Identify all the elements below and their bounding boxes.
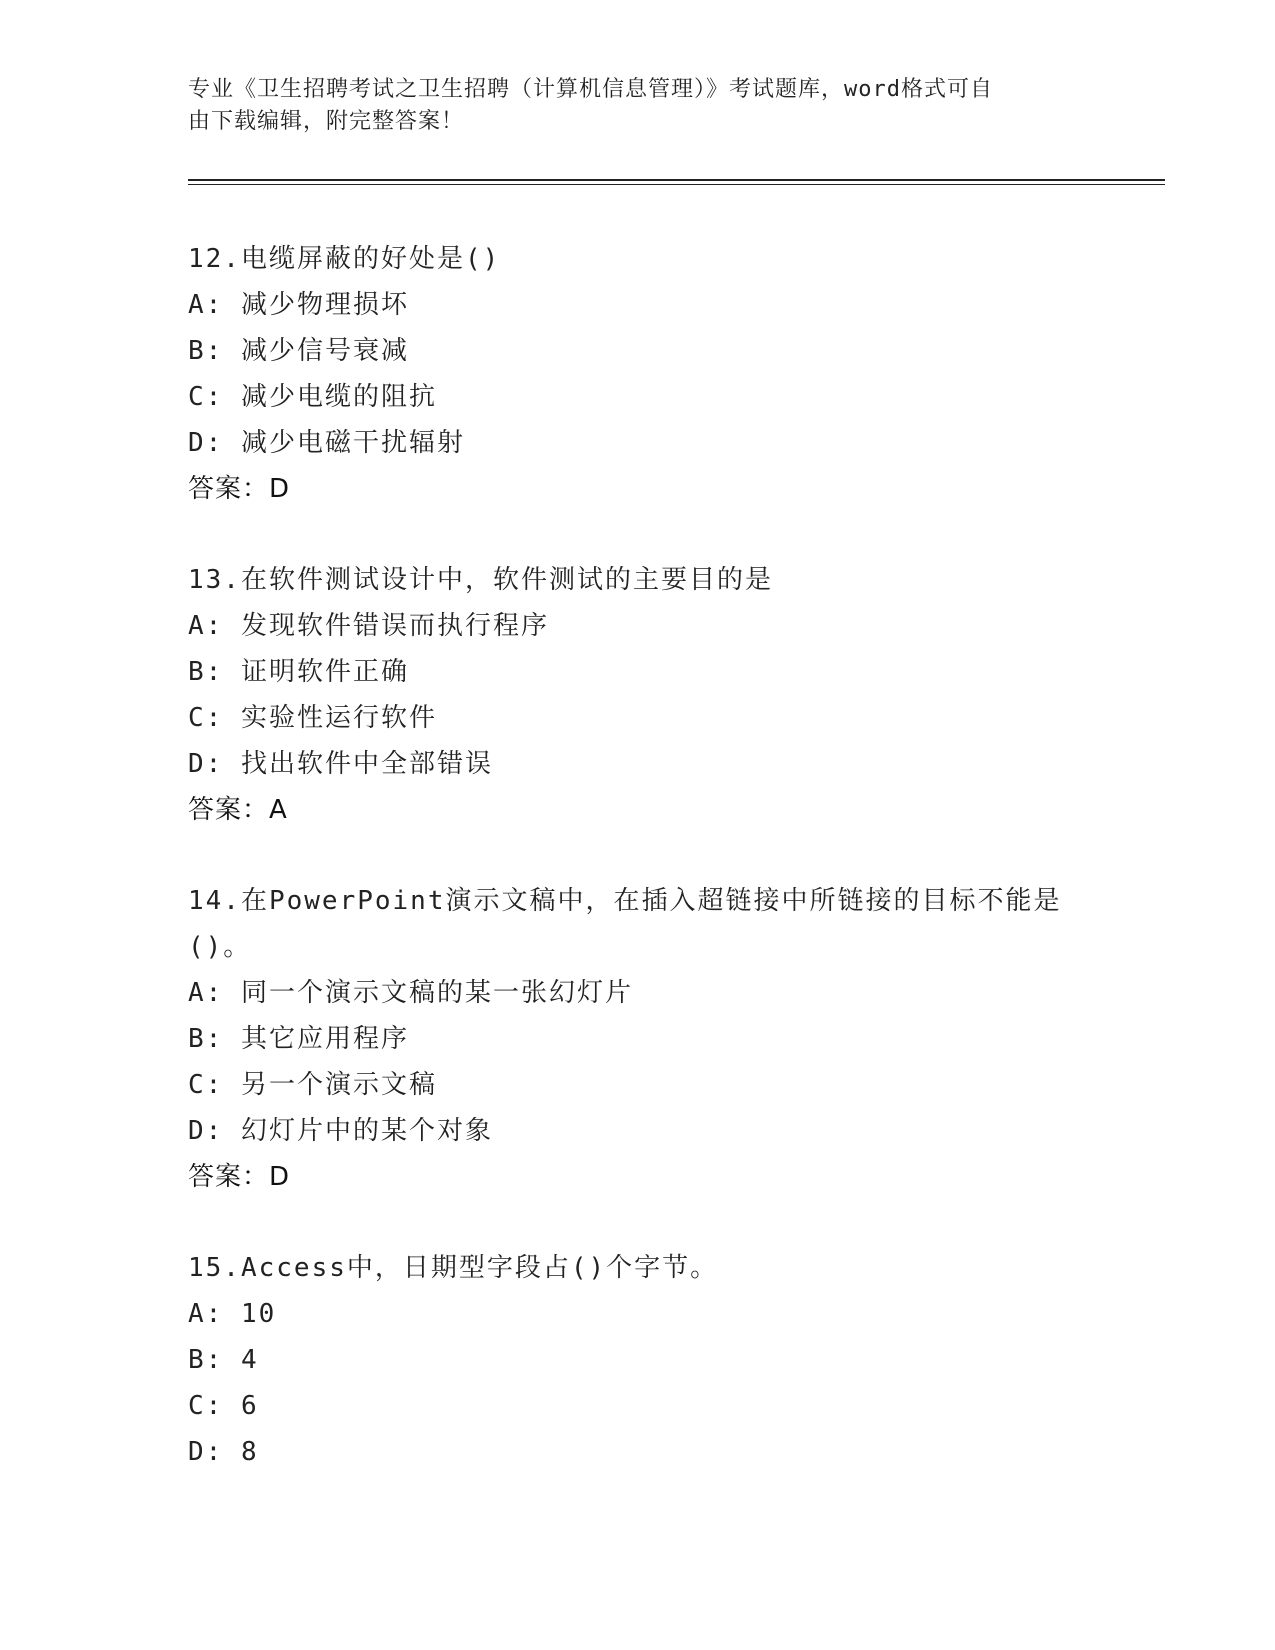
question-12 <box>188 236 1088 512</box>
question-13 <box>188 557 1088 833</box>
option-d: D: 8 <box>188 1437 259 1467</box>
option-a: A: 减少物理损坏 <box>188 290 409 320</box>
answer-line: 答案：A <box>188 795 288 825</box>
answer-line: 答案：D <box>188 1162 291 1192</box>
question-stem-continued: ()。 <box>188 932 252 962</box>
option-b: B: 4 <box>188 1345 259 1375</box>
question-stem: 15.Access中，日期型字段占()个字节。 <box>188 1253 719 1283</box>
option-c: C: 实验性运行软件 <box>188 703 437 733</box>
question-15 <box>188 1245 1088 1475</box>
option-d: D: 幻灯片中的某个对象 <box>188 1116 493 1146</box>
option-c: C: 另一个演示文稿 <box>188 1070 437 1100</box>
document-header <box>188 74 1068 138</box>
header-divider-thick <box>188 179 1165 181</box>
option-b: B: 其它应用程序 <box>188 1024 409 1054</box>
option-c: C: 减少电缆的阻抗 <box>188 382 437 412</box>
option-b: B: 减少信号衰减 <box>188 336 409 366</box>
header-line-2: 由下载编辑，附完整答案！ <box>188 109 465 134</box>
header-line-1: 专业《卫生招聘考试之卫生招聘（计算机信息管理）》考试题库，word格式可自 <box>188 77 993 102</box>
option-a: A: 10 <box>188 1299 277 1329</box>
option-d: D: 找出软件中全部错误 <box>188 749 493 779</box>
option-b: B: 证明软件正确 <box>188 657 409 687</box>
option-c: C: 6 <box>188 1391 259 1421</box>
answer-line: 答案：D <box>188 474 291 504</box>
option-d: D: 减少电磁干扰辐射 <box>188 428 465 458</box>
header-divider-thin <box>188 184 1165 185</box>
question-stem: 13.在软件测试设计中，软件测试的主要目的是 <box>188 565 773 595</box>
question-stem: 14.在PowerPoint演示文稿中，在插入超链接中所链接的目标不能是 <box>188 886 1062 916</box>
question-14 <box>188 878 1088 1200</box>
option-a: A: 同一个演示文稿的某一张幻灯片 <box>188 978 633 1008</box>
option-a: A: 发现软件错误而执行程序 <box>188 611 549 641</box>
question-stem: 12.电缆屏蔽的好处是() <box>188 244 501 274</box>
